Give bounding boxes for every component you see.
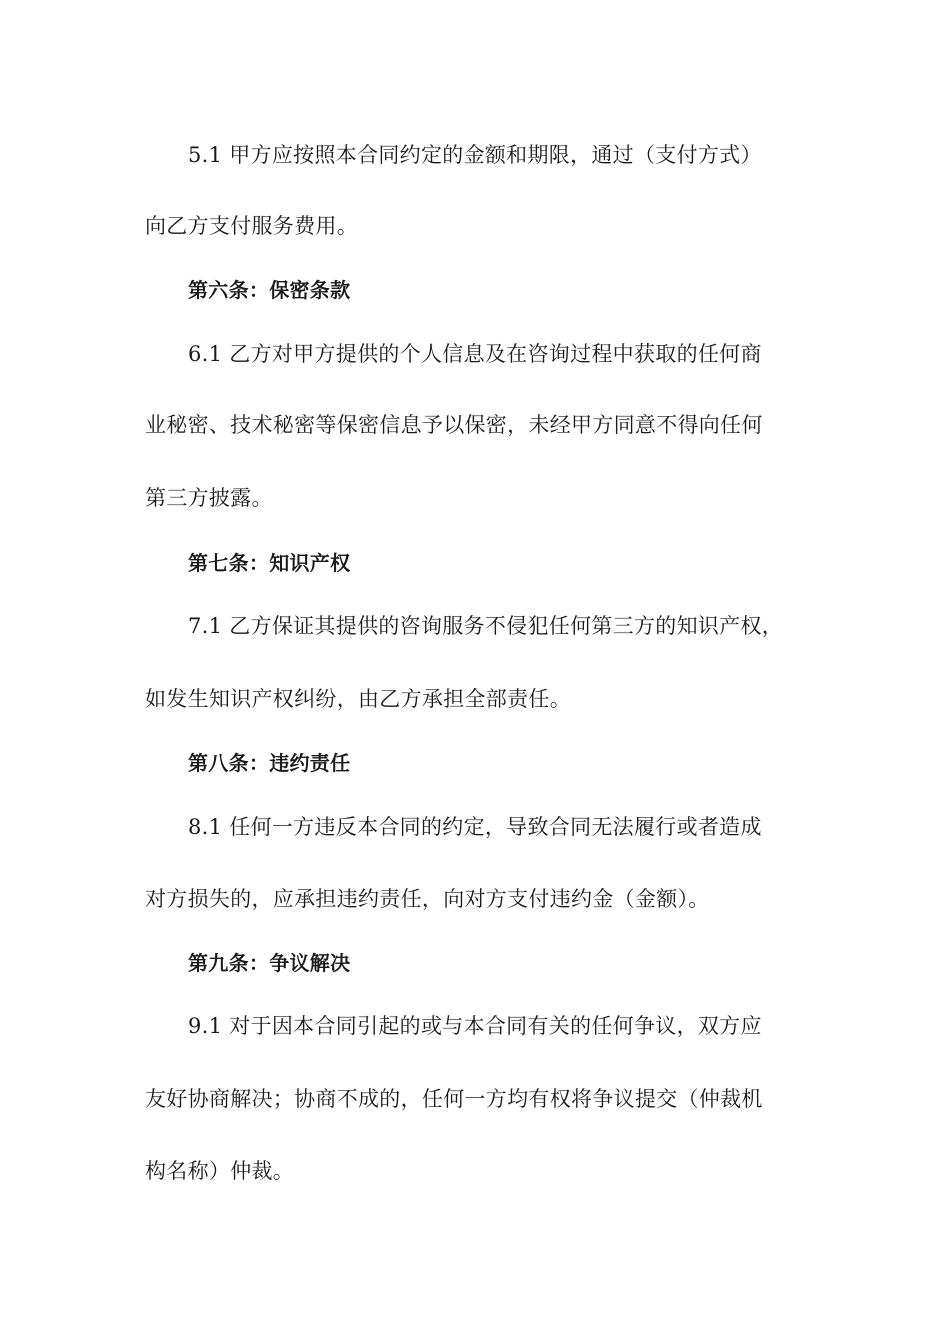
section-heading-8: 第八条：违约责任 xyxy=(188,751,351,775)
clause-6-1-line-1: 6.1 乙方对甲方提供的个人信息及在咨询过程中获取的任何商 xyxy=(188,342,762,366)
clause-5-1-line-1: 5.1 甲方应按照本合同约定的金额和期限，通过（支付方式） xyxy=(188,143,762,167)
clause-6-1-line-3: 第三方披露。 xyxy=(145,486,273,510)
clause-7-1-line-2: 如发生知识产权纠纷，由乙方承担全部责任。 xyxy=(145,687,571,711)
clause-5-1-line-2: 向乙方支付服务费用。 xyxy=(145,214,358,238)
clause-9-1-line-3: 构名称）仲裁。 xyxy=(145,1159,295,1183)
section-heading-6: 第六条：保密条款 xyxy=(188,278,351,302)
clause-6-1-line-2: 业秘密、技术秘密等保密信息予以保密，未经甲方同意不得向任何 xyxy=(145,413,763,437)
section-heading-9: 第九条：争议解决 xyxy=(188,951,351,975)
clause-9-1-line-2: 友好协商解决；协商不成的，任何一方均有权将争议提交（仲裁机 xyxy=(145,1087,763,1111)
clause-8-1-line-1: 8.1 任何一方违反本合同的约定，导致合同无法履行或者造成 xyxy=(188,815,762,839)
clause-7-1-line-1: 7.1 乙方保证其提供的咨询服务不侵犯任何第三方的知识产权， xyxy=(188,614,784,638)
clause-8-1-line-2: 对方损失的，应承担违约责任，向对方支付违约金（金额）。 xyxy=(145,887,710,911)
section-heading-7: 第七条：知识产权 xyxy=(188,551,351,575)
clause-9-1-line-1: 9.1 对于因本合同引起的或与本合同有关的任何争议，双方应 xyxy=(188,1014,762,1038)
